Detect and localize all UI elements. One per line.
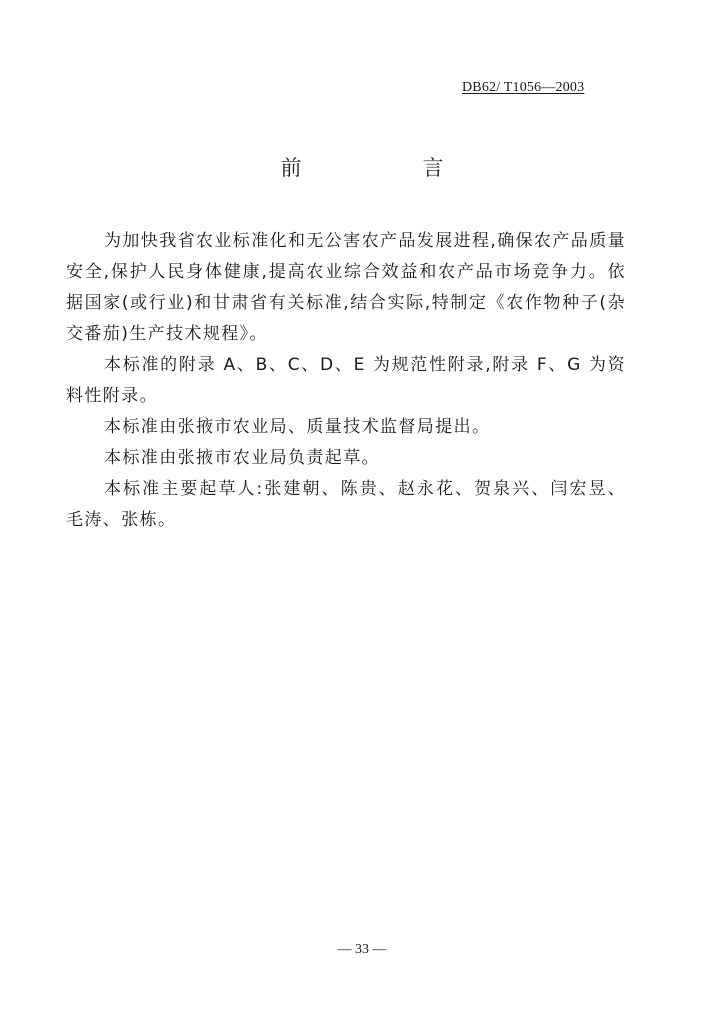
paragraph-intro: 为加快我省农业标准化和无公害农产品发展进程,确保农产品质量安全,保护人民身体健康,提高农业综合效益和农产品市场竞争力。依据国家(或行业)和甘肃省有关标准,结合实际,特制定《农作物种子(杂交番茄)生产技术规程》。 [66, 231, 627, 344]
paragraph-proposer: 本标准由张掖市农业局、质量技术监督局提出。 [104, 417, 491, 437]
standard-code: DB62/ T1056—2003 [462, 80, 585, 95]
paragraph-drafter-org: 本标准由张掖市农业局负责起草。 [104, 448, 380, 468]
page-number: — 33 — [337, 942, 387, 957]
paragraph-drafters: 本标准主要起草人:张建朝、陈贵、赵永花、贺泉兴、闫宏昱、毛涛、张栋。 [66, 479, 626, 530]
paragraph-appendix: 本标准的附录 A、B、C、D、E 为规范性附录,附录 F、G 为资料性附录。 [66, 355, 626, 406]
body-text [66, 226, 626, 536]
page-title: 前 言 [280, 156, 494, 180]
